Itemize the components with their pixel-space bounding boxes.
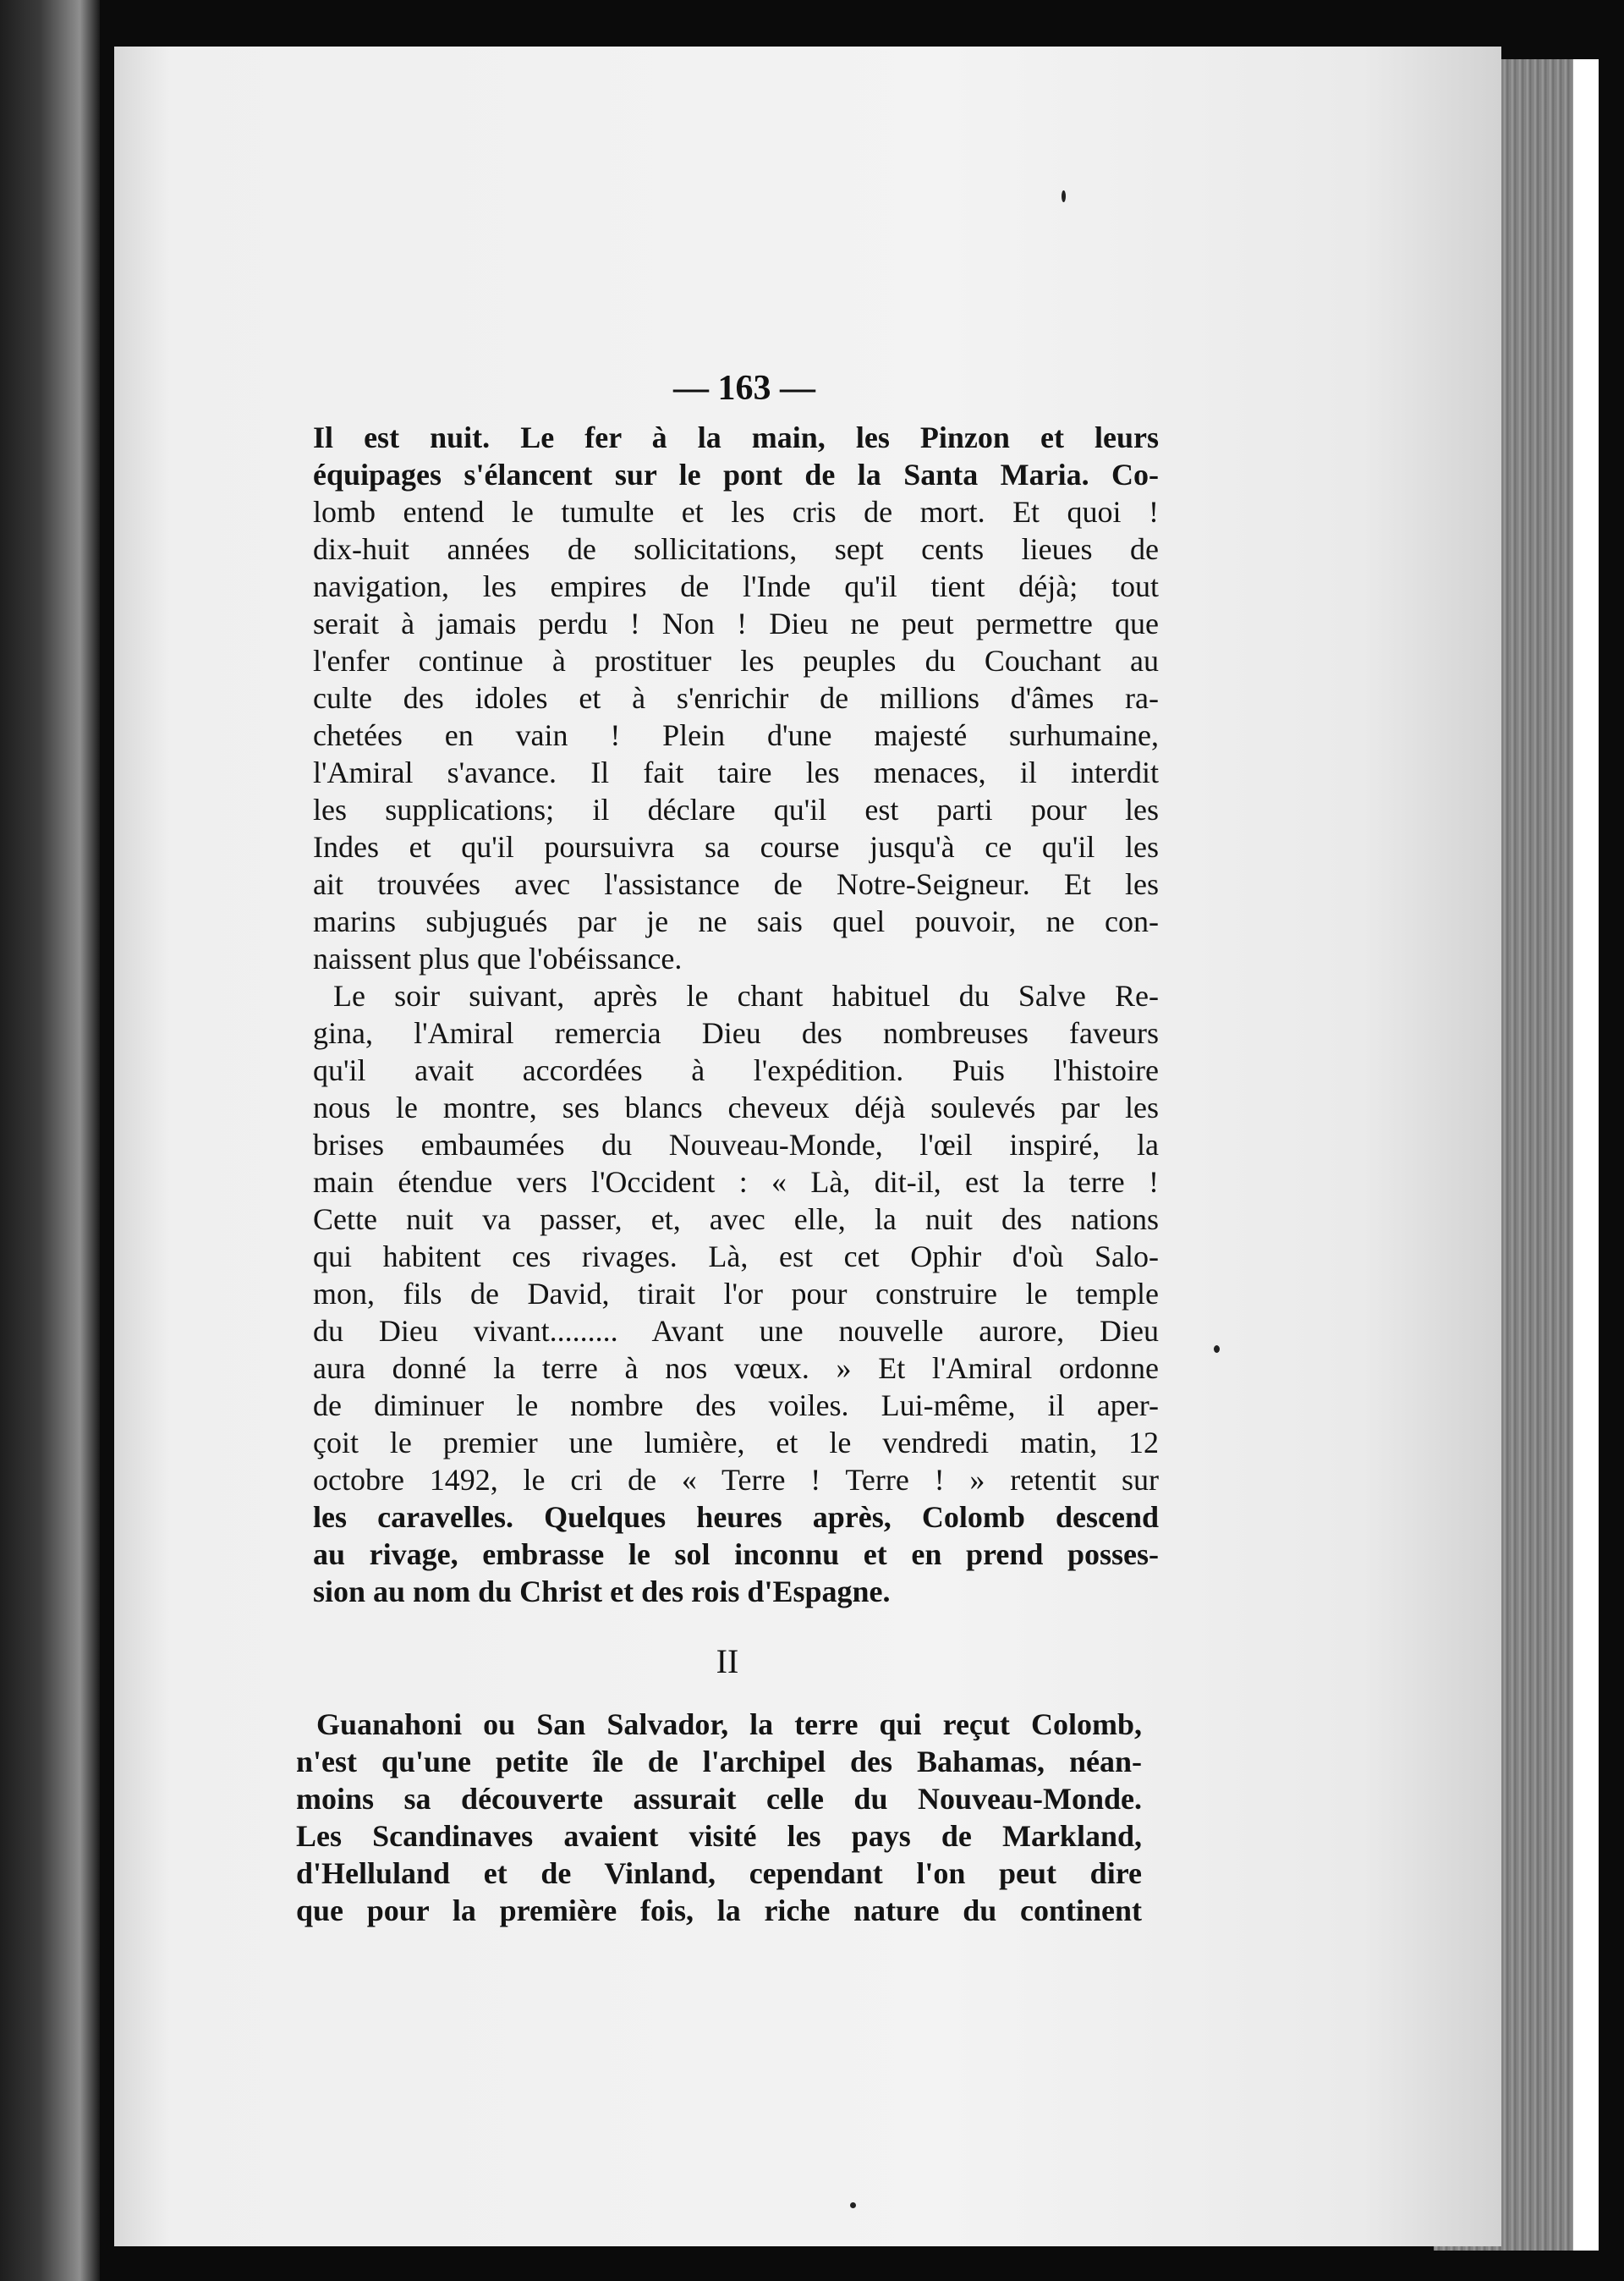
ink-speck [1214,1345,1220,1353]
text-line: gina, l'Amiral remercia Dieu des nombreuses faveurs [313,1016,1159,1050]
text-line: du Dieu vivant......... Avant une nouvelle aurore, Dieu [313,1314,1159,1348]
text-line: l'Amiral s'avance. Il fait taire les menaces, il interdit [313,756,1159,789]
text-line: de diminuer le nombre des voiles. Lui-même, il aper- [313,1388,1159,1422]
text-line: çoit le premier une lumière, et le vendredi matin, 12 [313,1426,1159,1459]
text-line: qui habitent ces rivages. Là, est cet Ophir d'où Salo- [313,1239,1159,1273]
text-line: marins subjugués par je ne sais quel pouvoir, ne con- [313,904,1159,938]
text-line: qu'il avait accordées à l'expédition. Puis l'histoire [313,1053,1159,1087]
text-line: Guanahoni ou San Salvador, la terre qui reçut Colomb, [316,1707,1142,1741]
text-line: mon, fils de David, tirait l'or pour construire le temple [313,1277,1159,1311]
text-line: équipages s'élancent sur le pont de la Santa Maria. Co- [313,458,1159,492]
text-line: les caravelles. Quelques heures après, Colomb descend [313,1500,1159,1534]
text-line: nous le montre, ses blancs cheveux déjà soulevés par les [313,1091,1159,1124]
text-line: naissent plus que l'obéissance. [313,942,683,976]
text-line: que pour la première fois, la riche nature du continent [296,1894,1142,1927]
text-line: sion au nom du Christ et des rois d'Espagne. [313,1575,891,1608]
text-line: dix-huit années de sollicitations, sept cents lieues de [313,532,1159,566]
text-line: lomb entend le tumulte et les cris de mort. Et quoi ! [313,495,1159,529]
text-line: n'est qu'une petite île de l'archipel des Bahamas, néan- [296,1745,1142,1778]
text-line: l'enfer continue à prostituer les peuples du Couchant au [313,644,1159,678]
text-line: au rivage, embrasse le sol inconnu et en prend posses- [313,1537,1159,1571]
text-line: Les Scandinaves avaient visité les pays de Markland, [296,1819,1142,1853]
text-block-1 [313,419,1159,1610]
section-heading: II [716,1642,739,1680]
text-line: serait à jamais perdu ! Non ! Dieu ne peut permettre que [313,607,1159,640]
text-block-2 [296,1706,1142,1929]
previous-page-edge [0,0,100,2281]
text-line: ait trouvées avec l'assistance de Notre-Seigneur. Et les [313,867,1159,901]
text-line: Indes et qu'il poursuivra sa course jusqu'à ce qu'il les [313,830,1159,864]
text-line: chetées en vain ! Plein d'une majesté surhumaine, [313,718,1159,752]
ink-speck [1062,190,1066,202]
ink-speck [850,2202,856,2208]
text-line: culte des idoles et à s'enrichir de millions d'âmes ra- [313,681,1159,715]
text-line: aura donné la terre à nos vœux. » Et l'Amiral ordonne [313,1351,1159,1385]
text-line: Il est nuit. Le fer à la main, les Pinzon et leurs [313,420,1159,454]
text-line: navigation, les empires de l'Inde qu'il tient déjà; tout [313,569,1159,603]
text-line: les supplications; il déclare qu'il est parti pour les [313,793,1159,827]
text-line: d'Helluland et de Vinland, cependant l'on peut dire [296,1856,1142,1890]
text-line: Cette nuit va passer, et, avec elle, la nuit des nations [313,1202,1159,1236]
page-number: — 163 — [673,369,815,408]
text-line: brises embaumées du Nouveau-Monde, l'œil inspiré, la [313,1128,1159,1162]
text-line: octobre 1492, le cri de « Terre ! Terre ! » retentit sur [313,1463,1159,1497]
text-line: main étendue vers l'Occident : « Là, dit-il, est la terre ! [313,1165,1159,1199]
text-line: Le soir suivant, après le chant habituel du Salve Re- [333,979,1159,1013]
text-line: moins sa découverte assurait celle du Nouveau-Monde. [296,1782,1142,1816]
